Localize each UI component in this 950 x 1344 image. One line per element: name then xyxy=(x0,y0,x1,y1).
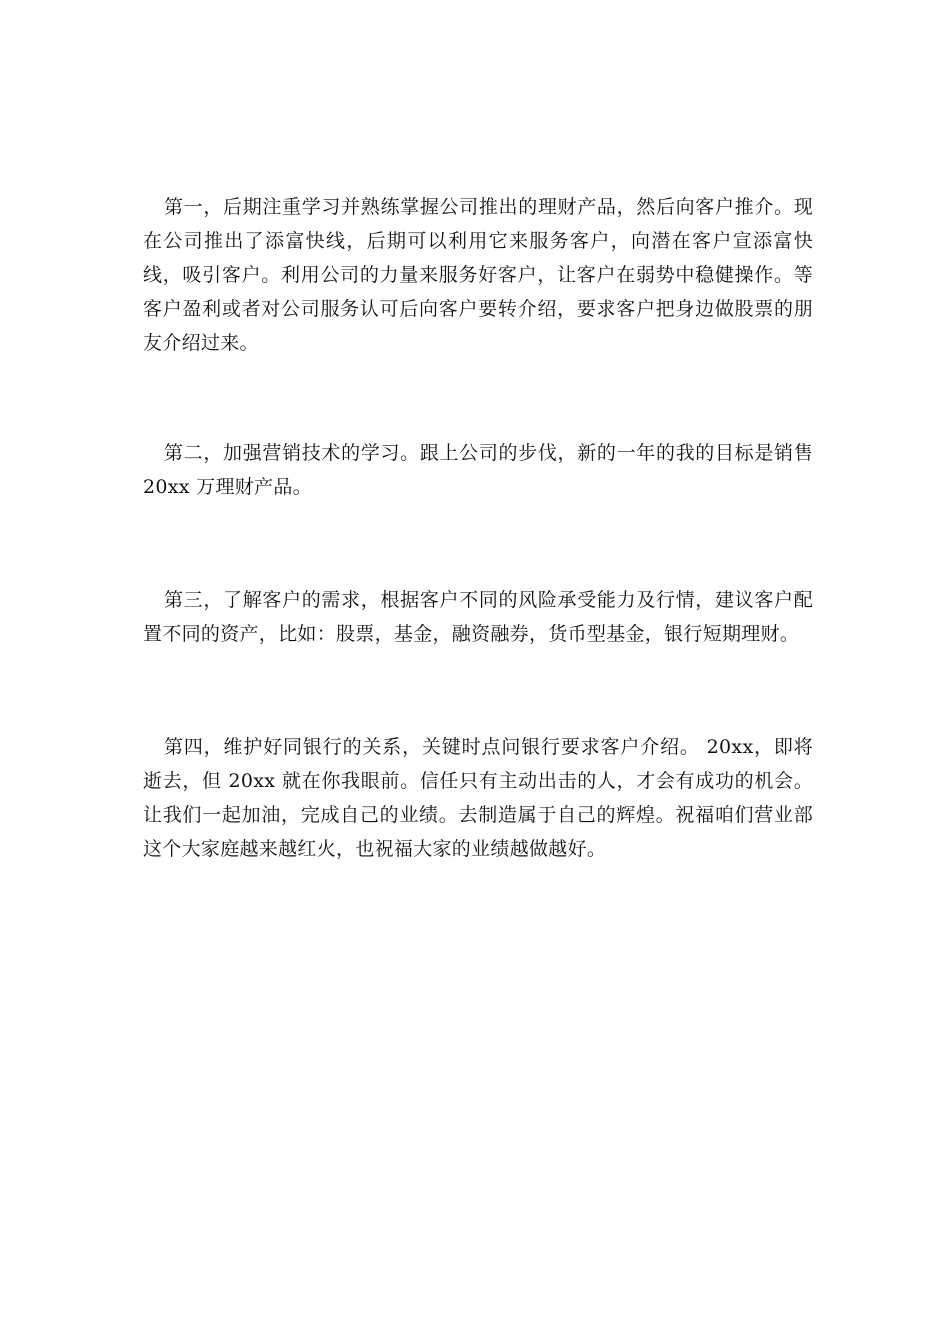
paragraph-3: 第三，了解客户的需求，根据客户不同的风险承受能力及行情，建议客户配置不同的资产，比如：股票，基金，融资融券，货币型基金，银行短期理财。 xyxy=(143,589,813,645)
paragraph-2: 第二，加强营销技术的学习。跟上公司的步伐，新的一年的我的目标是销售 20xx 万理财产品。 xyxy=(143,442,813,498)
paragraph-1: 第一，后期注重学习并熟练掌握公司推出的理财产品，然后向客户推介。现在公司推出了添富快线，后期可以利用它来服务客户，向潜在客户宣添富快线，吸引客户。利用公司的力量来服务好客户，让客户在弱势中稳健操作。等客户盈利或者对公司服务认可后向客户要转介绍，要求客户把身边做股票的朋友介绍过来。 xyxy=(143,196,813,354)
paragraph-4: 第四，维护好同银行的关系，关键时点问银行要求客户介绍。 20xx，即将逝去，但 20xx 就在你我眼前。信任只有主动出击的人，才会有成功的机会。让我们一起加油，完成自己的业绩。去制造属于自己的辉煌。祝福咱们营业部这个大家庭越来越红火，也祝福大家的业绩越做越好。 xyxy=(143,736,813,860)
document-body xyxy=(143,190,813,866)
